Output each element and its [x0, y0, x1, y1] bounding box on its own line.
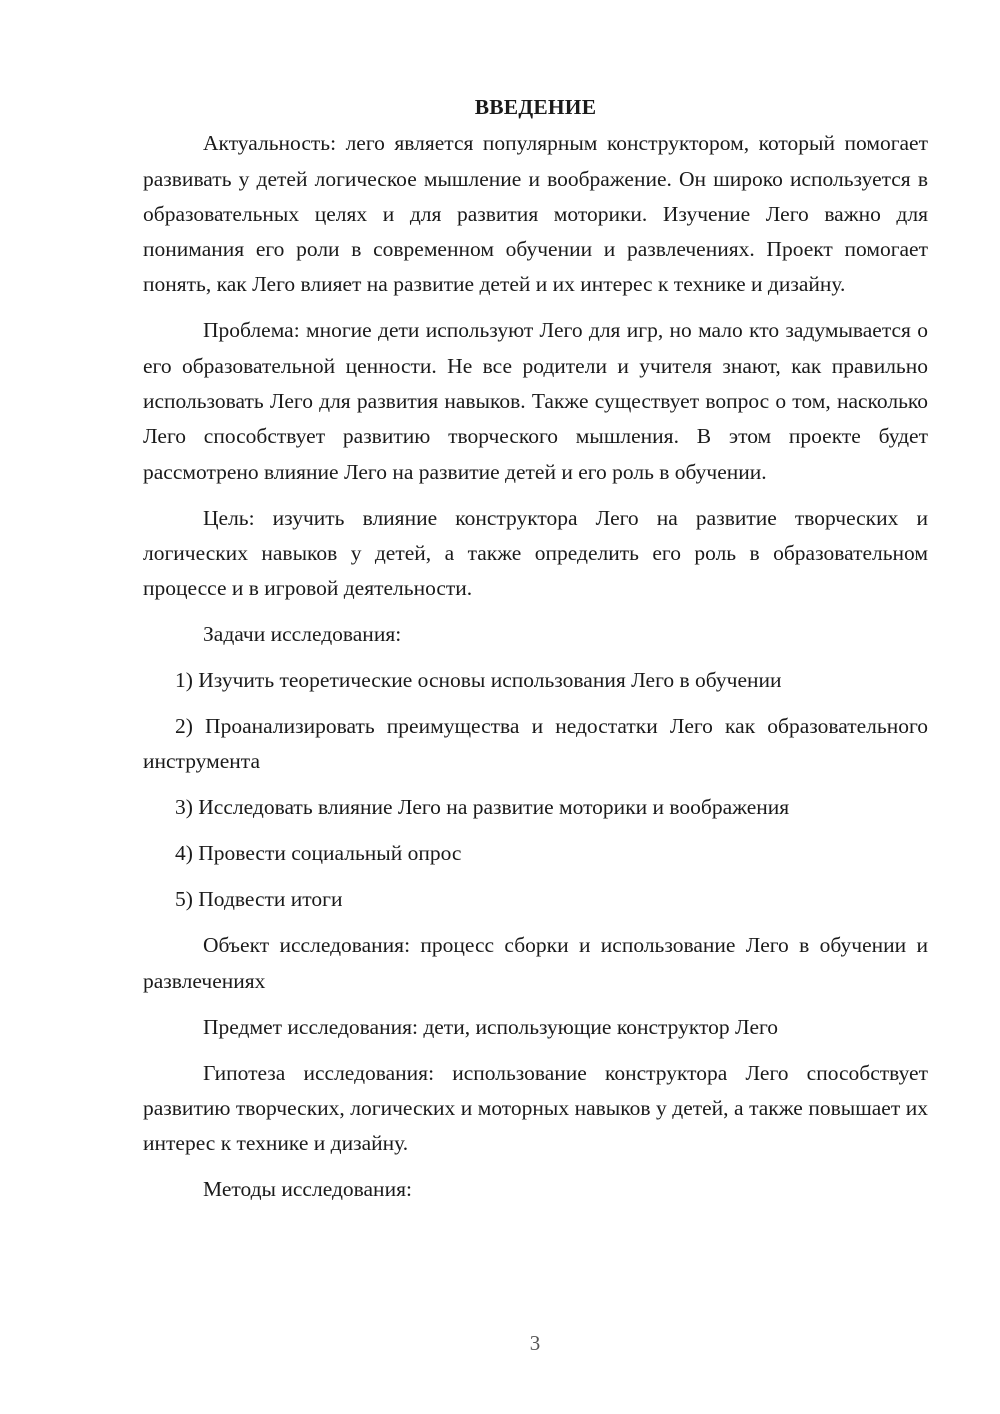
task-item: 3) Исследовать влияние Лего на развитие моторики и воображения	[175, 795, 790, 820]
tasks-heading: Задачи исследования:	[203, 622, 402, 647]
methods-heading: Методы исследования:	[203, 1177, 412, 1202]
subject-paragraph: Предмет исследования: дети, использующие конструктор Лего	[203, 1014, 779, 1039]
relevance-paragraph: Актуальность: лего является популярным конструктором, который помогает развивать у детей логическое мышление и воображение. Он широко используется в образовательных целях и для развития моторики. Изучение Лего важно для понимания его роли в современном обучении и развлечениях. Проект помогает понять, как Лего влияет на развитие детей и их интерес к технике и дизайну.	[143, 131, 928, 297]
task-item: 1) Изучить теоретические основы использования Лего в обучении	[175, 668, 782, 693]
problem-paragraph: Проблема: многие дети используют Лего для игр, но мало кто задумывается о его образовательной ценности. Не все родители и учителя знают, как правильно использовать Лего для развития навыков. Также существует вопрос о том, насколько Лего способствует развитию творческого мышления. В этом проекте будет рассмотрено влияние Лего на развитие детей и его роль в обучении.	[143, 318, 928, 484]
task-item: 5) Подвести итоги	[175, 887, 343, 912]
task-item: 2) Проанализировать преимущества и недостатки Лего как образовательного инструмента	[143, 714, 928, 774]
hypothesis-paragraph: Гипотеза исследования: использование конструктора Лего способствует развитию творческих, логических и моторных навыков у детей, а также повышает их интерес к технике и дизайну.	[143, 1060, 928, 1156]
object-paragraph: Объект исследования: процесс сборки и использование Лего в обучении и развлечениях	[143, 933, 928, 993]
goal-paragraph: Цель: изучить влияние конструктора Лего на развитие творческих и логических навыков у детей, а также определить его роль в образовательном процессе и в игровой деятельности.	[143, 505, 928, 601]
page-title: ВВЕДЕНИЕ	[474, 95, 597, 119]
page-number: 3	[529, 1331, 541, 1355]
task-item: 4) Провести социальный опрос	[175, 841, 462, 866]
page-content	[143, 90, 928, 1218]
